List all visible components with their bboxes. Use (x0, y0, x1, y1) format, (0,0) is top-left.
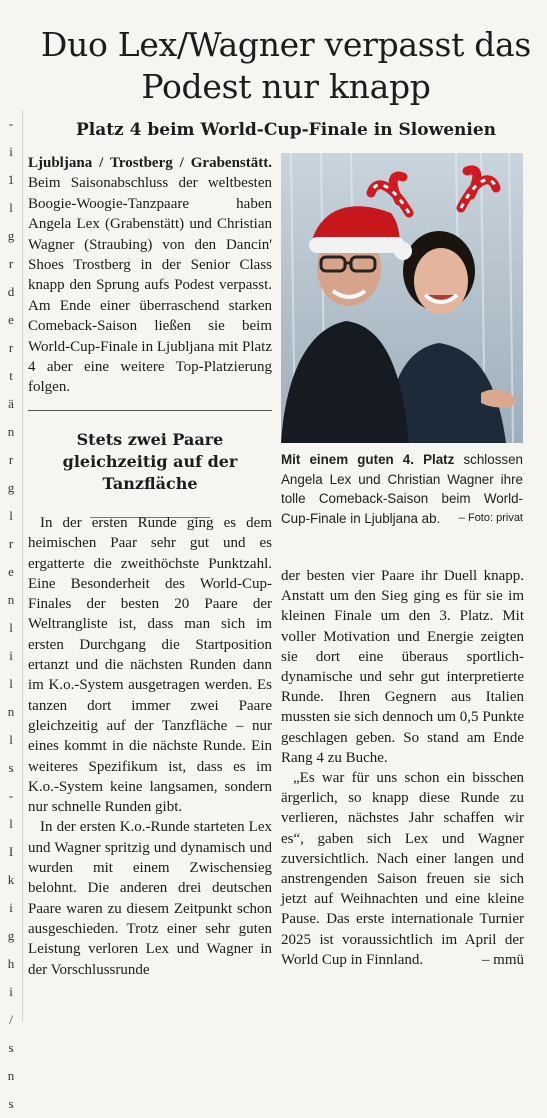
edge-fragment: n (7, 424, 15, 439)
edge-fragment: n (7, 704, 15, 719)
body-paragraph-2: In der ersten K.o.-Runde starteten Lex und Wagner spritzig und dynamisch und wurden mit einem Zwischensieg belohnt. Die anderen drei deutschen Paare waren zu diesem Zeitpunkt schon ausgeschieden. Trotz einer sehr guten Leistung verloren Lex und Wagner in der Vorschlussrunde (28, 819, 272, 978)
edge-fragment: g (7, 480, 15, 495)
edge-fragment: k (7, 872, 15, 887)
edge-fragment: i (9, 648, 13, 663)
edge-fragment: g (7, 228, 15, 243)
article-photo (281, 153, 523, 443)
intro-text: Beim Saisonabschluss der weltbesten Boogie-Woogie-Tanzpaare haben Angela Lex (Grabenstätt) und Christian Wagner (Straubing) von den Dancin' Shoes Trostberg in der Senior Class knapp den Sprung aufs Podest verpasst. Am Ende einer überraschend starken Comeback-Saison ließen sie beim World-Cup-Finale in Ljubljana mit Platz 4 aber eine weitere Top-Platzierung folgen. (28, 175, 272, 396)
edge-fragment: l (9, 620, 13, 635)
subheadline: Platz 4 beim World-Cup-Finale in Slowenien (75, 120, 497, 140)
edge-fragment: l (9, 508, 13, 523)
caption-text: schlossen Angela Lex und Christian Wagner ihre tolle Comeback-Saison beim World-Cup-Finale in Ljubljana ab. (281, 452, 523, 526)
body-column-right (281, 566, 524, 970)
author-byline: – mmü (481, 951, 524, 968)
edge-fragment: s (8, 760, 14, 775)
adjacent-column-edge (0, 110, 23, 1111)
edge-fragment: l (9, 732, 13, 747)
edge-fragment: ä (8, 396, 14, 411)
edge-fragment: r (8, 452, 14, 467)
edge-fragment: n (7, 592, 15, 607)
edge-fragment: 1 (7, 172, 15, 187)
edge-fragment: d (7, 284, 15, 299)
photo-couple-christmas-hats (281, 153, 523, 443)
body-column-left (28, 513, 272, 980)
edge-fragment: t (9, 368, 13, 383)
edge-fragment: r (8, 536, 14, 551)
body-paragraph-3: der besten vier Paare ihr Duell knapp. Anstatt um den Sieg ging es für sie im kleinen Finale um den 3. Platz. Mit voller Motivation und Energie zeigten sie dort eine überaus sportlich-dynamische und sehr gut interpretierte Runde. Ihren Gegnern aus Italien mussten sie sich dennoch um 0,5 Punkte geschlagen geben. So stand am Ende Rang 4 zu Buche. (281, 568, 524, 766)
edge-fragment: n (7, 1068, 15, 1083)
photo-credit: – Foto: privat (458, 512, 523, 524)
edge-fragment: l (9, 676, 13, 691)
intro-column (28, 153, 272, 398)
edge-fragment: e (8, 564, 14, 579)
edge-fragment: I (8, 844, 14, 859)
edge-fragment: i (9, 984, 13, 999)
crosshead: Stets zwei Paare gleichzeitig auf der Tanzfläche (62, 430, 238, 493)
intro-paragraph (28, 153, 272, 398)
body-paragraph-1: In der ersten Runde ging es dem heimischen Paar sehr gut und es ergatterte die zweithöchste Punktzahl. Eine Besonderheit des World-Cup-Finales der besten 20 Paare der Weltrangliste ist, dass man sich im ersten Durchgang die Startposition ertanzt und die nächsten Runden dann im K.o.-System ausgetragen werden. Es tanzen dort immer zwei Paare gleichzeitig auf der Tanzfläche – nur eines kommt in die nächste Runde. Ein weiteres Spezifikum ist, dass es im K.o.-System keine langsamen, sondern nur schnelle Runden gibt. (28, 515, 272, 816)
edge-fragment: i (9, 144, 13, 159)
crosshead-block (28, 410, 272, 518)
edge-fragment: r (8, 340, 14, 355)
photo-caption (281, 450, 523, 529)
edge-fragment: s (8, 1040, 14, 1055)
dateline: Ljubljana / Trostberg / Grabenstätt. (28, 155, 272, 171)
edge-fragment: g (7, 928, 15, 943)
edge-fragment: i (9, 900, 13, 915)
edge-fragment: / (9, 1012, 13, 1027)
headline: Duo Lex/Wagner verpasst das Podest nur knapp (40, 25, 532, 106)
edge-fragment: r (8, 256, 14, 271)
edge-fragment: e (8, 312, 14, 327)
caption-lead: Mit einem guten 4. Platz (281, 452, 455, 467)
edge-fragment: l (9, 200, 13, 215)
edge-fragment: - (8, 116, 14, 131)
edge-fragment: - (8, 788, 14, 803)
edge-fragment: s (8, 1096, 14, 1111)
body-paragraph-4-text: „Es war für uns schon ein bisschen ärgerlich, so knapp diese Runde zu verlieren, nächstes Jahr schaffen wir es“, gaben sich Lex und Wagner zuversichtlich. Nach einer langen und anstrengenden Saison freuen sie sich jetzt auf Weihnachten und eine kleine Pause. Das erste internationale Turnier 2025 ist voraussichtlich im April der World Cup in Finnland. (281, 770, 524, 968)
edge-fragment: l (9, 816, 13, 831)
body-paragraph-4 (281, 768, 524, 970)
edge-fragment: h (7, 956, 15, 971)
